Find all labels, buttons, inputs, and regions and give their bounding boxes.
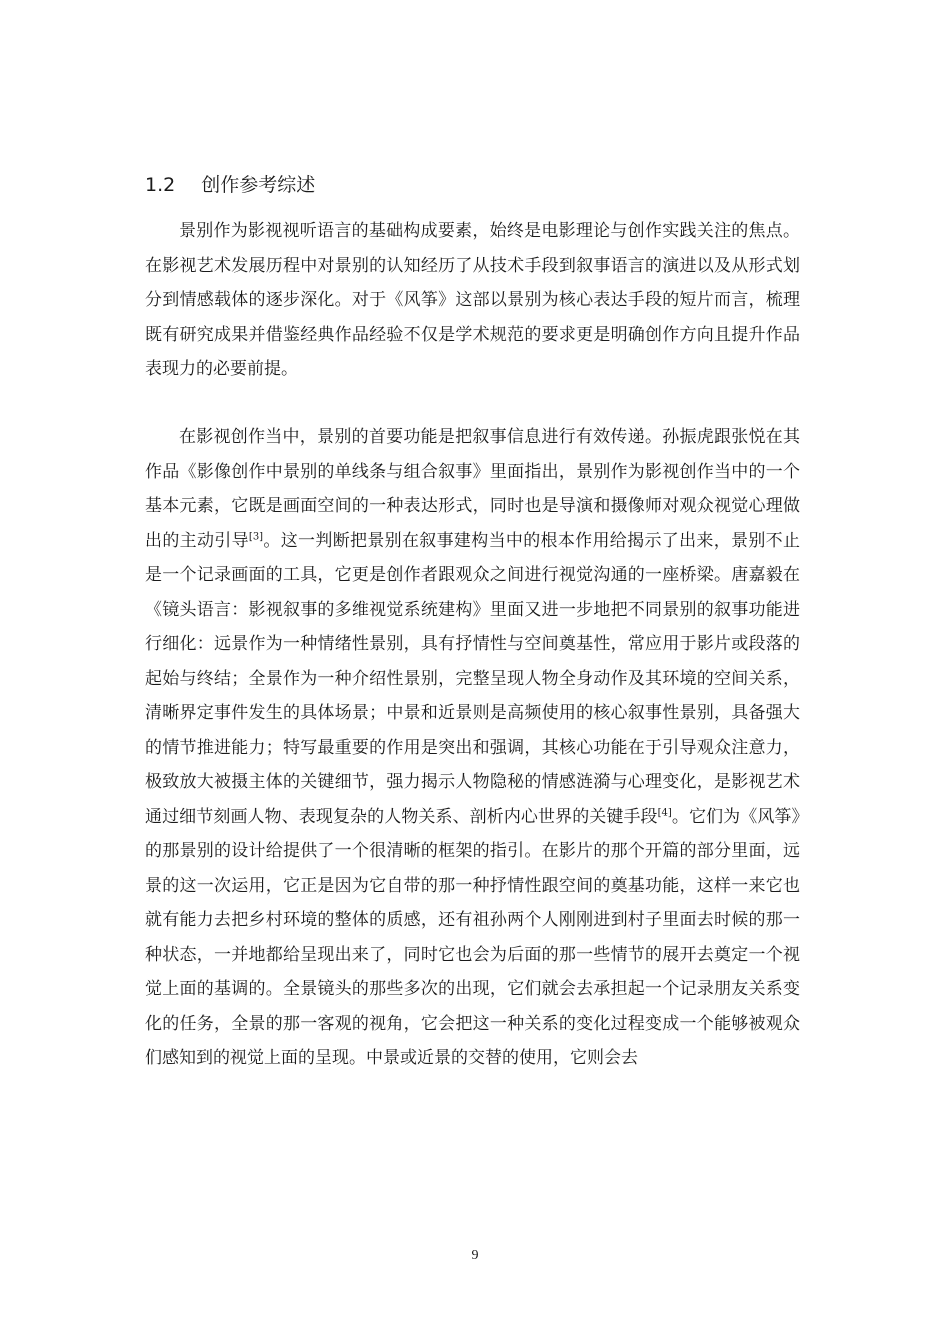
citation-ref-4: [4] — [657, 806, 672, 818]
paragraph-2-text-b: 。这一判断把景别在叙事建构当中的根本作用给揭示了出来，景别不止是一个记录画面的工具，它更是创作者跟观众之间进行视觉沟通的一座桥梁。唐嘉毅在《镜头语言：影视叙事的多维视觉系统建构》里面又进一步地把不同景别的叙事功能进行细化：远景作为一种情绪性景别，具有抒情性与空间奠基性，常应用于影片或段落的起始与终结；全景作为一种介绍性景别，完整呈现人物全身动作及其环境的空间关系，清晰界定事件发生的具体场景；中景和近景则是高频使用的核心叙事性景别，具备强大的情节推进能力；特写最重要的作用是突出和强调，其核心功能在于引导观众注意力，极致放大被摄主体的关键细节，强力揭示人物隐秘的情感涟漪与心理变化，是影视艺术通过细节刻画人物、表现复杂的人物关系、剖析内心世界的关键手段 — [145, 530, 801, 827]
paragraph-2-text-a: 在影视创作当中，景别的首要功能是把叙事信息进行有效传递。孙振虎跟张悦在其作品《影像创作中景别的单线条与组合叙事》里面指出，景别作为影视创作当中的一个基本元素，它既是画面空间的一种表达形式，同时也是导演和摄像师对观众视觉心理做出的主动引导 — [145, 427, 800, 551]
body-paragraph-2 — [145, 420, 800, 1076]
body-paragraph-1: 景别作为影视视听语言的基础构成要素，始终是电影理论与创作实践关注的焦点。在影视艺术发展历程中对景别的认知经历了从技术手段到叙事语言的演进以及从形式划分到情感载体的逐步深化。对于《风筝》这部以景别为核心表达手段的短片而言，梳理既有研究成果并借鉴经典作品经验不仅是学术规范的要求更是明确创作方向且提升作品表现力的必要前提。 — [145, 221, 800, 379]
section-number: 1.2 — [145, 174, 176, 196]
paragraph-2-text-c: 。它们为《风筝》的那景别的设计给提供了一个很清晰的框架的指引。在影片的那个开篇的部分里面，远景的这一次运用，它正是因为它自带的那一种抒情性跟空间的奠基功能，这样一来它也就有能力去把乡村环境的整体的质感，还有祖孙两个人刚刚进到村子里面去时候的那一种状态，一并地都给呈现出来了，同时它也会为后面的那一些情节的展开去奠定一个视觉上面的基调的。全景镜头的那些多次的出现，它们就会去承担起一个记录朋友关系变化的任务，全景的那一客观的视角，它会把这一种关系的变化过程变成一个能够被观众们感知到的视觉上面的呈现。中景或近景的交替的使用，它则会去 — [145, 806, 801, 1068]
section-title: 创作参考综述 — [201, 174, 316, 196]
section-heading — [145, 170, 315, 200]
citation-ref-3: [3] — [248, 530, 264, 542]
page-number: 9 — [471, 1248, 479, 1263]
